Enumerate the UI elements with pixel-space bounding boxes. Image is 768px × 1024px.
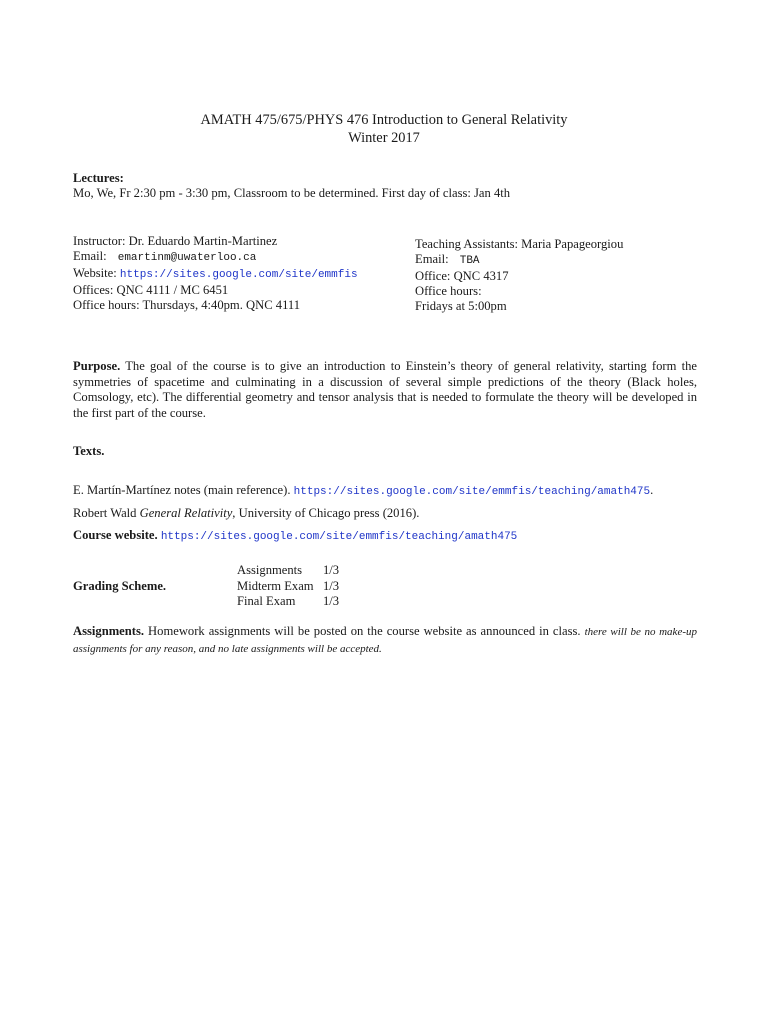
reference-1 [73,483,653,500]
instructor-email-row [73,249,358,266]
ta-email-row [415,252,623,269]
instructor-office-hours: Office hours: Thursdays, 4:40pm. QNC 4111 [73,298,301,312]
grading-item: Final Exam [237,594,296,608]
ta-name: Teaching Assistants: Maria Papageorgiou [415,237,624,251]
grading-weight: 1/3 [323,594,340,608]
grading-row [237,594,345,610]
instructor-name: Instructor: Dr. Eduardo Martin-Martinez [73,234,278,248]
ta-email-label: Email: [415,252,449,266]
website-label: Website: [73,266,117,280]
ref2-author: Robert Wald [73,506,137,520]
assignments-heading: Assignments. [73,624,145,638]
ref1-link[interactable]: https://sites.google.com/site/emmfis/teaching/amath475 [293,486,651,498]
course-title: AMATH 475/675/PHYS 476 Introduction to General Relativity [200,112,568,128]
instructor-email[interactable]: emartinm@uwaterloo.ca [117,252,257,264]
course-website-heading: Course website. [73,528,158,542]
grading-row [237,563,345,579]
instructor-website-row [73,266,358,283]
ref2-rest: , University of Chicago press (2016). [232,506,420,520]
ta-office-hours: Fridays at 5:00pm [415,299,507,313]
instructor-website-link[interactable]: https://sites.google.com/site/emmfis [119,269,358,281]
grading-weight: 1/3 [323,578,340,593]
lectures-heading: Lectures: [73,171,124,185]
ta-office: Office: QNC 4317 [415,269,509,283]
ref2-title: General Relativity [139,506,233,520]
assignments-text: Homework assignments will be posted on the course website as announced in class. [148,624,581,638]
ta-office-hours-label: Office hours: [415,284,482,298]
lectures-text: Mo, We, Fr 2:30 pm - 3:30 pm, Classroom to be determined. First day of class: Jan 4th [73,186,511,200]
course-term: Winter 2017 [348,130,420,146]
assignments-paragraph [73,624,697,657]
purpose-heading: Purpose. [73,359,121,373]
reference-2 [73,506,419,521]
purpose-text: The goal of the course is to give an introduction to Einstein’s theory of general relativity, starting form the symmetries of spacetime and culminating in a discussion of several simple predictions of the theory (Black holes, Comsology, etc). The differential geometry and tensor analysis that is needed to formulate the theory will be developed in the first part of the course. [73,359,698,420]
grading-row [237,579,345,595]
course-website-row [73,528,517,545]
ta-block [415,237,623,314]
email-label: Email: [73,249,107,263]
grading-item: Midterm Exam [237,578,314,593]
instructor-offices: Offices: QNC 4111 / MC 6451 [73,283,229,297]
ta-email: TBA [459,255,480,267]
ref1-end: . [650,483,654,497]
instructor-block [73,234,358,313]
texts-heading: Texts. [73,444,105,458]
grading-table [237,563,345,610]
purpose-paragraph [73,359,697,421]
grading-item: Assignments [237,563,303,577]
assignments-note: there will be no make-up assignments for any reason, and no late assignments will be accepted. [73,626,697,655]
grading-heading: Grading Scheme. [73,579,167,593]
ref1-text: E. Martín-Martínez notes (main reference). [73,483,291,497]
grading-weight: 1/3 [323,563,340,577]
course-website-link[interactable]: https://sites.google.com/site/emmfis/teaching/amath475 [160,531,518,543]
